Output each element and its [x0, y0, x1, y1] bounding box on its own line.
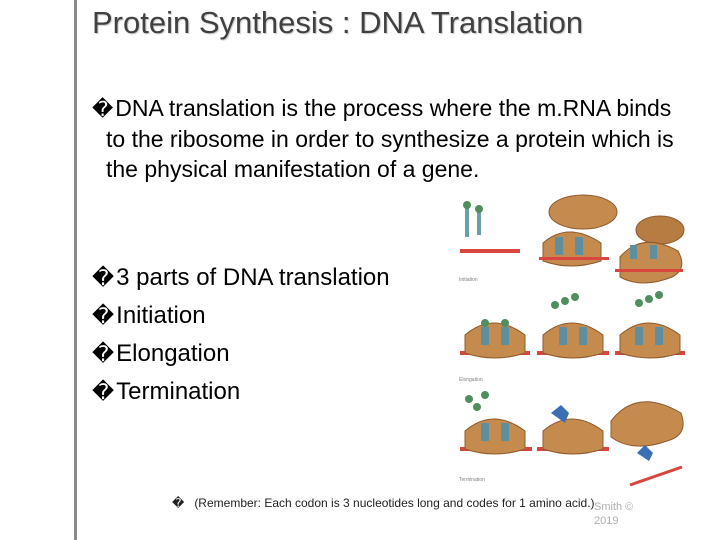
part-label: Termination — [116, 378, 241, 405]
stage-label-termination: Termination — [459, 477, 485, 483]
footnote-text: (Remember: Each codon is 3 nucleotides long and codes for 1 amino acid.) — [194, 496, 595, 510]
bullet-icon: � — [92, 342, 115, 367]
translation-diagram — [455, 185, 687, 495]
parts-heading-text: 3 parts of DNA translation — [116, 264, 390, 291]
stage-label-initiation: Initiation — [459, 277, 478, 283]
stage-label-elongation: Elongation — [459, 377, 483, 383]
part-item-termination — [92, 377, 240, 408]
parts-heading-bullet — [92, 263, 390, 294]
intro-bullet — [92, 93, 686, 184]
bullet-icon: � — [172, 496, 185, 510]
intro-text: DNA translation is the process where the m.RNA binds to the ribosome in order to synthesize a protein which is the physical manifestation of a gene. — [106, 95, 674, 182]
part-label: Initiation — [116, 302, 206, 329]
copyright-line-2: 2019 — [594, 515, 619, 527]
bullet-icon: � — [92, 304, 115, 329]
bullet-icon: � — [92, 266, 115, 291]
copyright-line-1: Smith © — [594, 501, 634, 513]
stage-termination — [459, 391, 683, 485]
slide-title: Protein Synthesis : DNA Translation — [92, 5, 584, 40]
left-accent-rule — [74, 0, 77, 540]
bullet-icon: � — [92, 97, 114, 121]
part-item-elongation — [92, 339, 230, 370]
part-label: Elongation — [116, 340, 230, 367]
bullet-icon: � — [92, 380, 115, 405]
stage-elongation — [459, 291, 685, 383]
copyright-notice — [594, 500, 704, 528]
stage-initiation — [459, 195, 684, 283]
part-item-initiation — [92, 301, 206, 332]
